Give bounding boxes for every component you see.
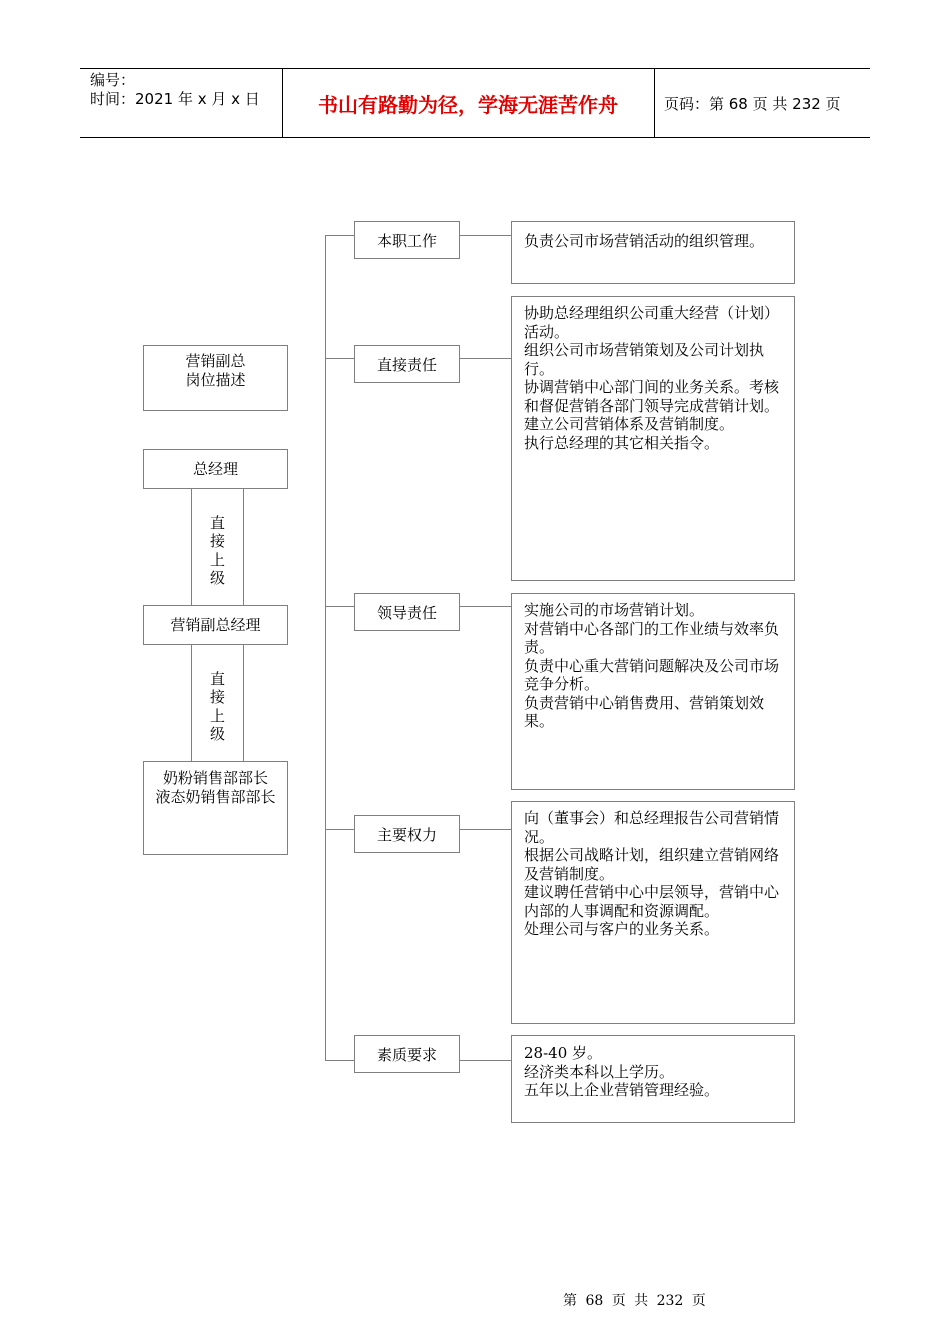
branch-line — [325, 235, 355, 236]
footer-page-number: 第 68 页 共 232 页 — [563, 1293, 706, 1309]
description-line: 协调营销中心部门间的业务关系。考核和督促营销各部门领导完成营销计划。 — [524, 378, 780, 415]
description-line: 处理公司与客户的业务关系。 — [524, 920, 720, 938]
section-label-box — [354, 593, 460, 631]
header-page-number: 页码：第 68 页 共 232 页 — [664, 95, 841, 113]
branch-line — [325, 358, 355, 359]
position-label: 营销副总经理 — [170, 616, 261, 634]
section-label: 直接责任 — [376, 356, 437, 374]
branch-line — [460, 235, 512, 236]
subordinate-line-1: 奶粉销售部部长 — [162, 769, 268, 787]
description-line: 对营销中心各部门的工作业绩与效率负责。 — [524, 619, 780, 656]
branch-line — [460, 606, 512, 607]
description-line: 建立公司营销体系及营销制度。 — [524, 415, 735, 433]
section-label-box — [354, 221, 460, 259]
header-meta — [90, 71, 260, 109]
description-line: 组织公司市场营销策划及公司计划执行。 — [524, 341, 765, 378]
document-number: 编号： — [90, 71, 136, 89]
description-line: 实施公司的市场营销计划。 — [524, 601, 705, 619]
section-label-box — [354, 345, 460, 383]
title-box — [143, 345, 288, 411]
header-motto: 书山有路勤为径，学海无涯苦作舟 — [318, 92, 618, 117]
description-line: 执行总经理的其它相关指令。 — [524, 433, 720, 452]
branch-line — [325, 606, 355, 607]
section-description — [511, 296, 795, 581]
section-description — [511, 801, 795, 1024]
description-line: 28-40 岁。 — [524, 1044, 603, 1062]
superior-label: 总经理 — [192, 460, 238, 478]
connector-label-2: 直 接 上 级 — [209, 670, 225, 743]
description-line: 根据公司战略计划，组织建立营销网络及营销制度。 — [524, 846, 780, 883]
description-line: 负责营销中心销售费用、营销策划效果。 — [524, 693, 765, 730]
description-line: 负责公司市场营销活动的组织管理。 — [524, 232, 765, 250]
page-header — [80, 68, 870, 138]
subordinate-line-2: 液态奶销售部部长 — [155, 788, 276, 806]
branch-line — [325, 829, 355, 830]
document-date: 时间：2021 年 x 月 x 日 — [90, 90, 260, 108]
section-label-box — [354, 815, 460, 853]
description-line: 经济类本科以上学历。 — [524, 1062, 675, 1081]
section-label: 素质要求 — [376, 1046, 437, 1064]
subordinate-box — [143, 761, 288, 855]
branch-line — [325, 1060, 355, 1061]
position-box — [143, 605, 288, 645]
section-description — [511, 221, 795, 284]
title-line-1: 营销副总 — [185, 352, 246, 370]
connector-box-2 — [191, 644, 244, 762]
branch-line — [460, 358, 512, 359]
header-divider — [654, 69, 655, 137]
section-description — [511, 593, 795, 790]
section-label-box — [354, 1035, 460, 1073]
section-label: 领导责任 — [376, 604, 437, 622]
connector-label-1: 直 接 上 级 — [209, 514, 225, 587]
description-line: 协助总经理组织公司重大经营（计划）活动。 — [524, 304, 780, 341]
section-description — [511, 1035, 795, 1123]
description-line: 向（董事会）和总经理报告公司营销情况。 — [524, 809, 780, 846]
description-line: 建议聘任营销中心中层领导，营销中心内部的人事调配和资源调配。 — [524, 883, 780, 920]
branch-line — [460, 829, 512, 830]
branch-line — [460, 1060, 512, 1061]
connector-box-1 — [191, 488, 244, 606]
section-label: 主要权力 — [376, 826, 437, 844]
title-line-2: 岗位描述 — [185, 371, 246, 389]
description-line: 负责中心重大营销问题解决及公司市场竞争分析。 — [524, 656, 780, 693]
superior-box — [143, 449, 288, 489]
description-line: 五年以上企业营销管理经验。 — [524, 1081, 720, 1099]
section-label: 本职工作 — [376, 232, 437, 250]
